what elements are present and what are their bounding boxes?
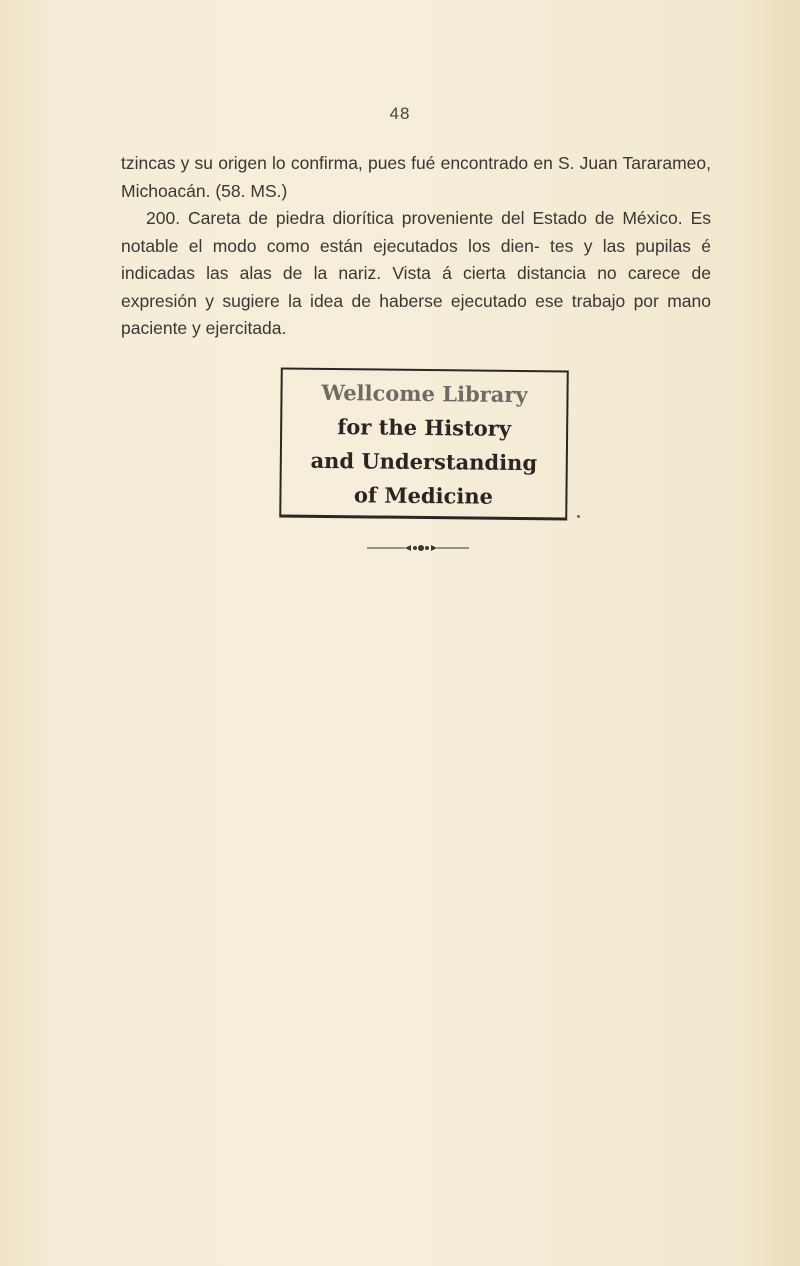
page-number: 48 [389,104,411,123]
stamp-line-history: for the History [337,414,512,441]
body-text [121,150,711,343]
stamp-line-library: Wellcome Library [321,379,528,408]
paragraph-item-200: 200. Careta de piedra diorítica proveniente del Estado de México. Es notable el modo como están ejecutados los dien- tes y las pupilas é indicadas las alas de la nariz. Vista á cierta distancia no carece de expresión y sugiere la idea de haberse ejecutado ese trabajo por mano paciente y ejercitada. [121,208,711,338]
stamp-line-medicine: of Medicine [353,482,494,509]
library-stamp [279,367,569,520]
paragraph-continuation: tzincas y su origen lo confirma, pues fué encontrado en S. Juan Tararameo, Michoacán. (58. MS.) [121,153,711,201]
paper-speck [577,515,580,518]
ornamental-rule-icon [367,544,469,552]
stamp-line-understanding: and Understanding [310,447,538,476]
